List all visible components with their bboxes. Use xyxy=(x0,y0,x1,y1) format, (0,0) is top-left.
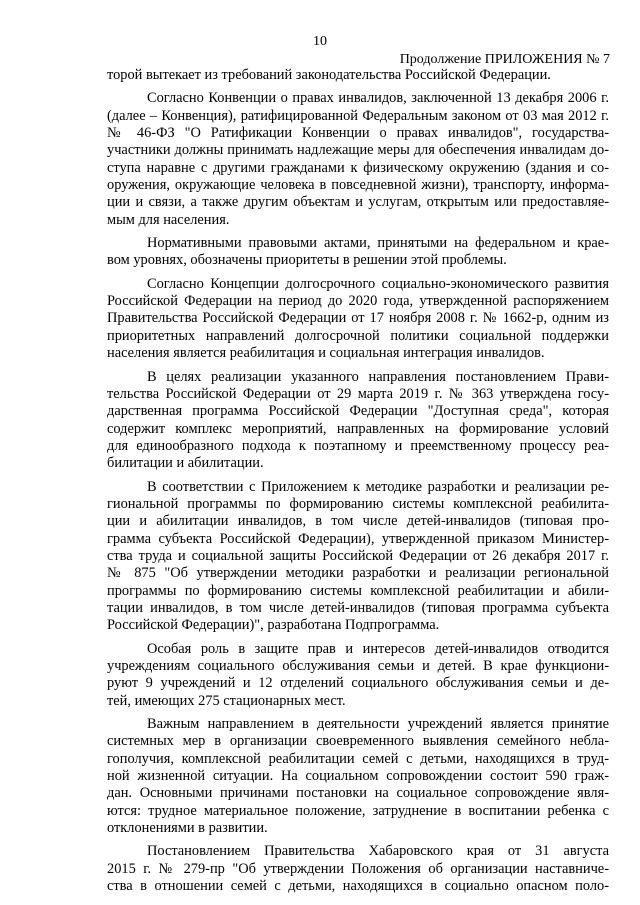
paragraph xyxy=(107,641,609,710)
paragraph xyxy=(107,67,609,84)
text-line: гиональной программы по формированию системы комплексной реабилита- xyxy=(107,495,609,512)
text-line: Согласно Концепции долгосрочного социально-экономического развития xyxy=(147,275,609,292)
text-line: В целях реализации указанного направления постановлением Прави- xyxy=(147,368,609,385)
text-line: ются: трудное материальное положение, затруднение в воспитании ребенка с xyxy=(107,802,609,819)
document-body xyxy=(107,67,609,895)
text-line: Согласно Конвенции о правах инвалидов, заключенной 13 декабря 2006 г. xyxy=(147,90,609,107)
page-number: 10 xyxy=(313,34,327,49)
text-line: отклонениями в развитии. xyxy=(107,820,268,837)
text-line: вом уровнях, обозначены приоритеты в решении этой проблемы. xyxy=(107,252,507,269)
text-line: ступа наравне с другими гражданами к физическому окружению (здания и со- xyxy=(107,159,609,176)
text-line: дан. Основными причинами постановки на социальное сопровождение явля- xyxy=(107,785,609,802)
text-line: ции и связи, а также другим объектам и услугам, открытым или предоставляе- xyxy=(107,194,609,211)
text-line: содержит комплекс мероприятий, направленных на формирование условий xyxy=(107,420,609,437)
text-line: торой вытекает из требований законодательства Российской Федерации. xyxy=(107,67,551,83)
paragraph xyxy=(107,369,609,473)
text-line: дарственная программа Российской Федерации "Доступная среда", которая xyxy=(107,403,609,420)
text-line: Нормативными правовыми актами, принятыми на федеральном и крае- xyxy=(147,235,609,252)
text-line: программы по формированию системы комплексной реабилитации и абили- xyxy=(107,582,609,599)
paragraph xyxy=(107,479,609,635)
paragraph xyxy=(107,843,609,895)
text-line: № 875 "Об утверждении методики разработки и реализации региональной xyxy=(107,565,609,582)
text-line: приоритетных направлений долгосрочной политики социальной поддержки xyxy=(107,327,609,344)
text-line: ства в отношении семей с детьми, находящихся в социально опасном поло- xyxy=(107,878,609,895)
text-line: для единообразного подхода к поэтапному и преемственному процессу реа- xyxy=(107,437,609,454)
text-line: В соответствии с Приложением к методике разработки и реализации ре- xyxy=(147,478,609,495)
appendix-continuation-label: Продолжение ПРИЛОЖЕНИЯ № 7 xyxy=(399,52,610,67)
text-line: Российской Федерации)", разработана Подпрограмма. xyxy=(107,617,440,634)
text-line: грамма субъекта Российской Федерации), утвержденной приказом Министер- xyxy=(107,530,609,547)
text-line: гополучия, комплексной реабилитации семей с детьми, находящихся в труд- xyxy=(107,750,609,767)
text-line: Постановлением Правительства Хабаровского края от 31 августа xyxy=(147,843,609,860)
text-line: тей, имеющих 275 стационарных мест. xyxy=(107,692,346,709)
text-line: тации инвалидов, в том числе детей-инвалидов (типовая программа субъекта xyxy=(107,599,609,616)
text-line: системных мер в организации своевременного выявления семейного небла- xyxy=(107,733,609,750)
text-line: (далее – Конвенция), ратифицированной Федеральным законом от 03 мая 2012 г. xyxy=(107,107,609,124)
text-line: оружения, окружающие человека в повседневной жизни), транспорту, информа- xyxy=(107,177,609,194)
paragraph xyxy=(107,235,609,270)
paragraph xyxy=(107,276,609,363)
text-line: ции и абилитации инвалидов, в том числе детей-инвалидов (типовая про- xyxy=(107,513,609,530)
text-line: № 46-ФЗ "О Ратификации Конвенции о правах инвалидов", государства- xyxy=(107,125,609,142)
text-line: 2015 г. № 279-пр "Об утверждении Положения об организации наставниче- xyxy=(107,860,609,877)
text-line: билитации и абилитации. xyxy=(107,455,264,472)
paragraph xyxy=(107,716,609,837)
text-line: Особая роль в защите прав и интересов детей-инвалидов отводится xyxy=(147,640,609,657)
text-line: мым для населения. xyxy=(107,211,230,228)
paragraph xyxy=(107,90,609,229)
text-line: руют 9 учреждений и 12 отделений социального обслуживания семьи и де- xyxy=(107,675,609,692)
text-line: участники должны принимать надлежащие меры для обеспечения инвалидам до- xyxy=(107,142,609,159)
text-line: Важным направлением в деятельности учреждений является принятие xyxy=(147,716,609,733)
text-line: Российской Федерации на период до 2020 года, утвержденной распоряжением xyxy=(107,293,609,310)
text-line: ства труда и социальной защиты Российской Федерации от 26 декабря 2017 г. xyxy=(107,547,609,564)
text-line: Правительства Российской Федерации от 17 ноября 2008 г. № 1662-р, одним из xyxy=(107,310,609,327)
text-line: тельства Российской Федерации от 29 марта 2019 г. № 363 утверждена госу- xyxy=(107,385,609,402)
text-line: населения является реабилитация и социальная интеграция инвалидов. xyxy=(107,345,545,362)
text-line: ной жизненной ситуации. На социальном сопровождении состоит 590 граж- xyxy=(107,768,609,785)
text-line: учреждениям социального обслуживания семьи и детей. В крае функциони- xyxy=(107,658,609,674)
